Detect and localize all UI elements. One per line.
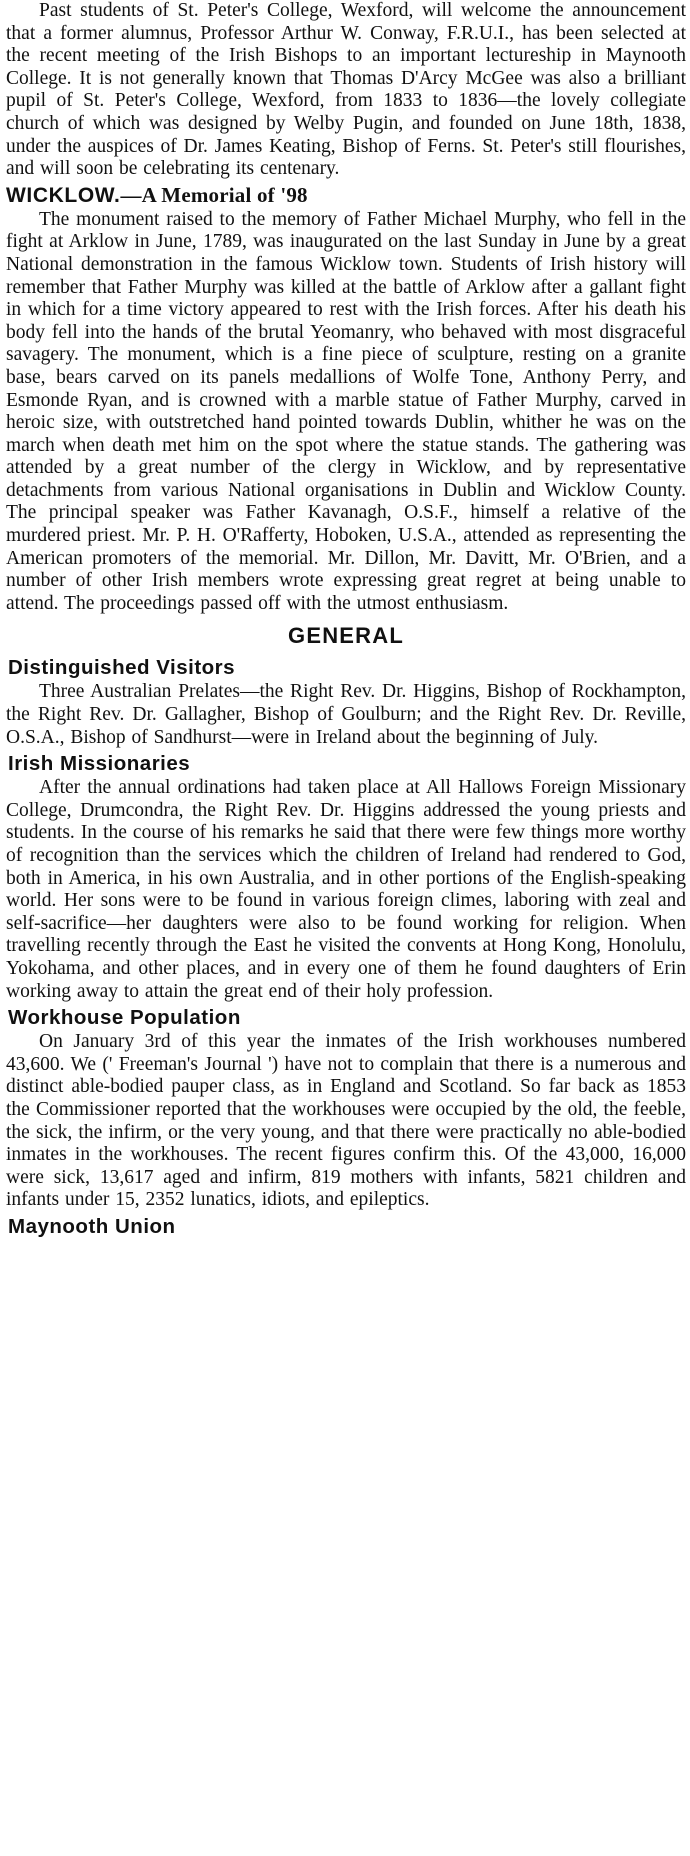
workhouse-paragraph: On January 3rd of this year the inmates of the Irish workhouses numbered 43,600. We (' Freeman's Journal ') have not to complain that there is a numerous and distinct able-bodied pauper class, as in England and Scotland. So far back as 1853 the Commissioner reported that the workhouses were occupied by the old, the feeble, the sick, the infirm, or the very young, and that there were practically no able-bodied inmates in the workhouses. The recent figures confirm this. Of the 43,000, 16,000 were sick, 13,617 aged and infirm, 819 mothers with infants, 5821 children and infants under 15, 2352 lunatics, idiots, and epileptics. (6, 1031, 686, 1211)
workhouse-heading: Workhouse Population (8, 1006, 241, 1030)
wicklow-heading-place: WICKLOW. (6, 183, 121, 207)
newspaper-column (6, 0, 686, 1240)
wicklow-heading-subtitle: —A Memorial of '98 (120, 182, 308, 207)
visitors-paragraph: Three Australian Prelates—the Right Rev. Dr. Higgins, Bishop of Rockhampton, the Right Rev. Dr. Gallagher, Bishop of Goulburn; and the Right Rev. Dr. Reville, O.S.A., Bishop of Sandhurst—were in Ireland about the beginning of July. (6, 681, 686, 748)
general-section-title: GENERAL (288, 623, 404, 649)
wicklow-paragraph: The monument raised to the memory of Father Michael Murphy, who fell in the fight at Arklow in June, 1789, was inaugurated on the last Sunday in June by a great National demonstration in the famous Wicklow town. Students of Irish history will remember that Father Murphy was killed at the battle of Arklow after a gallant fight in which for a time victory appeared to rest with the Irish forces. After his death his body fell into the hands of the brutal Yeomanry, who behaved with most disgraceful savagery. The monument, which is a fine piece of sculpture, resting on a granite base, bears carved on its panels medallions of Wolfe Tone, Anthony Perry, and Esmonde Ryan, and is crowned with a marble statue of Father Murphy, carved in heroic size, with outstretched hand pointed towards Dublin, whither he was on the march when death met him on the spot where the statue stands. The gathering was attended by a great number of the clergy in Wicklow, and by representative detachments from various National organisations in Dublin and Wicklow County. The principal speaker was Father Kavanagh, O.S.F., himself a relative of the murdered priest. Mr. P. H. O'Rafferty, Hoboken, U.S.A., attended as representing the American promoters of the memorial. Mr. Dillon, Mr. Davitt, Mr. O'Brien, and a number of other Irish members wrote expressing great regret at being unable to attend. The proceedings passed off with the utmost enthusiasm. (6, 208, 686, 614)
visitors-heading: Distinguished Visitors (8, 656, 236, 680)
missionaries-heading: Irish Missionaries (8, 752, 191, 776)
missionaries-paragraph: After the annual ordinations had taken place at All Hallows Foreign Missionary College, Drumcondra, the Right Rev. Dr. Higgins addressed the young priests and students. In the course of his remarks he said that there were few things more worthy of recognition than the services which the children of Ireland had rendered to God, both in America, in his own Australia, and in other portions of the English-speaking world. Her sons were to be found in various foreign climes, laboring with zeal and self-sacrifice—her daughters were also to be found working for religion. When travelling recently through the East he visited the convents at Hong Kong, Honolulu, Yokohama, and other places, and in every one of them he found daughters of Erin working away to attain the great end of their holy profession. (6, 777, 686, 1002)
wicklow-heading (6, 182, 686, 209)
intro-paragraph: Past students of St. Peter's College, Wexford, will welcome the announcement that a former alumnus, Professor Arthur W. Conway, F.R.U.I., has been selected at the recent meeting of the Irish Bishops to an important lectureship in Maynooth College. It is not generally known that Thomas D'Arcy McGee was also a brilliant pupil of St. Peter's College, Wexford, from 1833 to 1836—the lovely collegiate church of which was designed by Welby Pugin, and founded on June 18th, 1838, under the auspices of Dr. James Keating, Bishop of Ferns. St. Peter's still flourishes, and will soon be celebrating its centenary. (6, 0, 686, 180)
maynooth-heading: Maynooth Union (8, 1214, 176, 1238)
